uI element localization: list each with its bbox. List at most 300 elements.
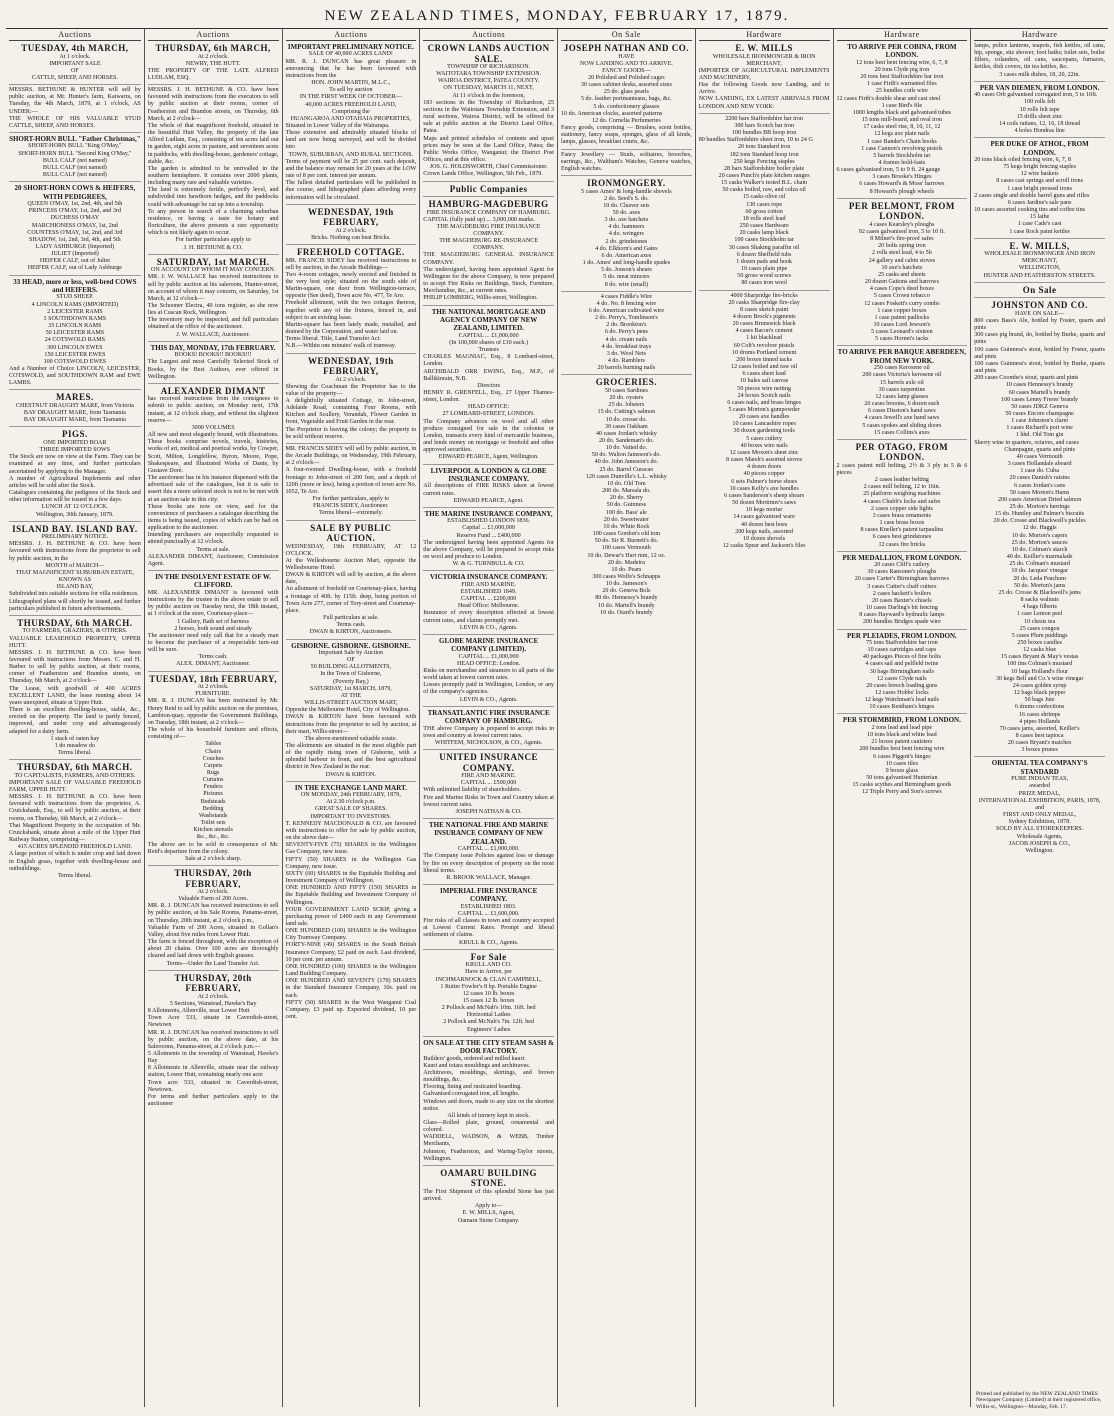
ad-line: The above-mentioned valuable estate. xyxy=(304,735,398,742)
ad-line: 50 bags Jute xyxy=(1024,697,1055,704)
ad-line: WADDELL, WADSON, & WEBB, Timber Merchants, xyxy=(423,1134,554,1148)
ad-line: At 2 o'clock. xyxy=(335,376,367,383)
column-header: Hardware xyxy=(974,29,1105,41)
ad-line: HAVE ON SALE— xyxy=(1014,310,1065,317)
ad-line: NOW LANDING AND TO ARRIVE. xyxy=(579,60,673,67)
ad-line: 40 pieces copper xyxy=(743,471,785,478)
ad-line: J. H. BETHUNE & CO. xyxy=(183,244,243,251)
ad-line: HUNTER AND FEATHERSTON STREETS. xyxy=(983,272,1096,279)
ad-line: 12 cases Firth's double shear and cast steel xyxy=(836,95,941,102)
ad-line: 20 Polished and Polished cages xyxy=(588,74,665,81)
advertisement xyxy=(837,201,968,347)
column-header: On Sale xyxy=(561,29,692,41)
ad-line: Engineers' Lathes xyxy=(467,1026,511,1033)
ad-line: 5 cases spokes and sliding doors xyxy=(862,422,942,429)
ad-line: OF xyxy=(70,67,79,74)
ad-line: 6 cases Sanderson's sheep shears xyxy=(724,492,805,499)
ad-line: 35 LINCOLN RAMS xyxy=(48,323,102,330)
ad-line: 20 cases Punch's plate kitchen ranges xyxy=(718,173,810,179)
ad-line: Valuable Farm of 200 Acres. xyxy=(178,896,249,903)
ad-line: 4 cases Jewell's axe hand saws xyxy=(864,415,940,422)
ad-line: 1 Rutter Fowler's 8 hp. Portable Engine xyxy=(440,983,537,990)
advertisement xyxy=(286,207,417,245)
advertisement xyxy=(148,257,279,342)
ad-line: Town Acre 533, situate in Caverdish-street, Newtown xyxy=(147,1015,279,1029)
ad-line: THE above Company is prepared to accept risks in town and country at lowest current rates. xyxy=(423,725,554,739)
ad-line: Flooring, lining and rusticated boarding. xyxy=(423,1084,522,1091)
ad-heading: TO ARRIVE PER BARQUE ABERDEEN, FROM NEW YORK. xyxy=(837,348,967,365)
ad-line: With unlimited liability of shareholders. xyxy=(423,787,521,794)
ad-line: FRANCIS SIDEY, Auctioneer. xyxy=(313,503,389,510)
ad-line: That Magnificent Property in the occupation of Mr. Cruickshank, situate about a mile of the Upper Hutt Railway Station, comprising— xyxy=(9,822,141,844)
advertisement xyxy=(561,294,692,376)
ad-line: 12 bags black pepper xyxy=(1013,690,1066,697)
ad-line: 15 cases 12 lb. boxes xyxy=(462,998,515,1004)
ad-line: At 2 o'clock. xyxy=(197,684,229,691)
advertisement xyxy=(837,43,968,199)
ad-line: 8 cases Hayward's hydraulic lamps xyxy=(859,612,945,619)
ad-line: E. W. MILLS, Agent, xyxy=(462,1210,515,1217)
advertisement xyxy=(148,43,279,85)
ad-line: Opposite the Melbourne Hotel, City of Wellington. xyxy=(285,707,410,714)
ad-line: 20 do. Leda Peachum xyxy=(1013,575,1067,582)
ad-line: 6 cases sheet lead xyxy=(742,371,786,378)
column-header: Auctions xyxy=(286,29,417,41)
advertisement xyxy=(561,152,692,176)
ad-line: 12 cases 10 lb. boxes xyxy=(462,990,515,997)
ad-line: Sydney Exhibition, 1878. xyxy=(1008,819,1071,826)
ad-line: 2 cases mill belting, 12 to 16in. xyxy=(863,484,941,491)
ad-line: Valuable Farm of 200 Acres, situated in Gollan's Valley, about five miles from Lower Hutt. xyxy=(147,924,279,938)
ad-line: 1 hhd. Old Tom gin xyxy=(1015,432,1064,439)
advertisement xyxy=(423,709,554,750)
ad-line: 1 case Cade's cast xyxy=(1017,221,1062,228)
advertisement xyxy=(423,573,554,635)
ad-line: 6 cases Jardine's sale pans xyxy=(1007,199,1072,206)
advertisement xyxy=(148,573,279,672)
ad-line: SHADOW, 1st, 2nd, 3rd, 4th, and 5th xyxy=(29,236,121,243)
ad-line: Two 4-room cottages, newly erected and finished in the very best style; situated on the south side of Martin-square, one door from Wellington-terrace, opposite (See deed), Town acre No. 477, Te Aro. xyxy=(285,271,417,300)
ad-line: Maps and printed schedules of contents and upset prices may be seen at the Land Office, Patea; the Public Works Office, Wanganui; the District Post Offices, and at this office. xyxy=(423,135,554,164)
ad-line: 25 do. lobsters xyxy=(608,402,645,409)
ad-line: 1 dozen pads and hook xyxy=(736,258,793,265)
ad-line: DWAN & KIRTON. xyxy=(325,771,376,778)
ad-heading: MARES. xyxy=(55,392,94,403)
ad-line: 100 cases Vermouth xyxy=(601,545,651,552)
ad-line: 250 cases Hardware xyxy=(739,223,789,230)
ad-line: Wellington, 30th January, 1879. xyxy=(36,511,114,518)
advertisement xyxy=(699,293,830,553)
column-2 xyxy=(144,29,282,1407)
ad-line: Risks on merchandise and steamers to all parts of the world taken at lowest current rates. xyxy=(423,667,554,682)
ad-line: TOWN, SUBURBAN, AND RURAL SECTIONS. xyxy=(288,151,414,158)
ad-heading: THE NATIONAL MORTGAGE AND AGENCY COMPANY OF NEW ZEALAND, LIMITED. xyxy=(431,307,546,333)
ad-line: 2 cases single and double barrel guns and rifles xyxy=(974,192,1090,199)
ad-line: 25 platform weighing machines xyxy=(863,491,941,498)
ad-line: ESTABLISHED 1803. xyxy=(460,903,517,910)
ad-line: The Largest and most Carefully Selected Stock of Books, by the Best Authors, ever offered in Wellington. xyxy=(147,359,279,380)
ad-line: 30 cases Oakham xyxy=(605,423,648,430)
ad-line: 200 do. Marsala do. xyxy=(602,488,651,495)
ad-line: GREAT SALE OF SHARES. xyxy=(314,806,387,813)
ad-heading: IMPORTANT PRELIMINARY NOTICE. xyxy=(287,43,414,51)
ad-heading: TUESDAY, 18th FEBRUARY, xyxy=(149,673,277,684)
ad-line: The undersigned having been appointed Agents for the above Company, will be prepared to accept risks on wool and produce to London. xyxy=(423,539,554,561)
ad-line: At 2 o'clock. xyxy=(197,993,229,1000)
ad-line: DUCHESS O'MAY xyxy=(50,215,100,222)
ad-heading: LIVERPOOL & LONDON & GLOBE INSURANCE COMPANY. xyxy=(430,466,547,483)
advertisement xyxy=(286,43,417,205)
ad-line: 80 do. Hennessy's brandy xyxy=(595,595,658,602)
ad-line: BULL CALF (not named) xyxy=(42,164,107,171)
ad-line: OF xyxy=(346,657,355,664)
ad-line: 50 cases Encore champagne xyxy=(1005,410,1074,417)
ad-line: HEAD OFFICE: xyxy=(468,404,510,411)
column-header: Hardware xyxy=(699,29,830,41)
ad-line: Subdivided into suitable sections for villa residences. xyxy=(9,591,139,598)
ad-line: MR. R. J. DUNCAN has received instructions to sell by public auction, at his Sale Rooms, Panama-street, on Thursday, 20th instant, at 2 o'clock p.m., xyxy=(147,903,279,924)
ad-line: Situated in Lower Valley of the Wairarapa. xyxy=(285,122,390,129)
ad-line: 200 boxes tinned tacks xyxy=(736,356,792,363)
ad-line: MESSRS. J. H. BETHUNE & CO. have been favoured with instructions from Messrs. C. and H. Barber to sell by public auction, at their rooms, corner of Featherston and Brandon streets, on Thursday, 6th March, at 2 o'clock— xyxy=(9,649,141,685)
ad-line: 20 do. Crosse and Blackwell's pickles xyxy=(993,518,1086,525)
advertisement xyxy=(423,887,554,950)
ad-line: PURE INDIAN TEAS, xyxy=(1011,776,1069,783)
ad-line: 21 boxes patent canisters xyxy=(871,739,933,746)
ad-line: 20 cases Baxter's chisels xyxy=(871,597,932,604)
ad-line: 20 cases Bryant's matches xyxy=(1007,740,1072,747)
ad-heading: PER MEDALLION, FROM LONDON. xyxy=(842,553,962,562)
ad-line: 25 do. Crosse & Blackwell's jams xyxy=(998,589,1081,596)
ad-line: 5 do. leather portmanteaus, bags, &c. xyxy=(580,96,672,103)
ad-line: FIFTY (50) SHARES in the West Wanganui Coal Company, £3 paid up. Expected dividend, 10 per cent. xyxy=(285,999,417,1020)
ad-line: 4 boles Hondras line xyxy=(1014,127,1065,134)
advertisement xyxy=(9,618,141,760)
ad-line: FURNITURE. xyxy=(195,691,231,698)
ad-line: HEIFER CALF, out of Lady Ashburge xyxy=(27,265,122,272)
ad-line: 75 kegs bright fencing staples xyxy=(1003,164,1077,171)
ad-line: 20 casks lamp black xyxy=(739,230,789,237)
ad-line: 5 cases Crown tobacco xyxy=(873,293,930,300)
ad-line: ON ACCOUNT OF WHOM IT MAY CONCERN. xyxy=(150,267,276,274)
ad-line: CAPITAL ... £1,000,000 xyxy=(458,653,519,660)
ad-line: 10 do. Cleaver sets xyxy=(603,202,650,209)
ad-heading: SATURDAY, 1st MARCH. xyxy=(156,256,270,267)
ad-line: Capital ... £1,000,000 xyxy=(462,525,515,532)
ad-line: 6 cases nails, and brass hinges xyxy=(727,399,802,406)
ad-line: 5 barrels Stockholm tar xyxy=(873,152,931,159)
ad-line: Bedsteads xyxy=(200,798,226,805)
ad-line: Curtains xyxy=(202,777,224,784)
advertisement xyxy=(9,43,141,85)
ad-line: KNOWN AS xyxy=(58,577,92,584)
ad-line: HON. JOHN MARTIN, M.L.C., xyxy=(311,80,391,87)
ad-line: 4 LINCOLN RAMS (IMPORTED) xyxy=(31,301,119,308)
ad-line: 4 cases Kearsley's ploughs xyxy=(869,221,935,228)
ad-heading: WEDNESDAY, 19th FEBRUARY, xyxy=(307,355,394,377)
ad-line: 25 casks and sheets xyxy=(878,271,926,278)
advertisement xyxy=(423,308,554,465)
ad-line: 3 cases Brooke's Hinges xyxy=(872,174,932,181)
ad-line: Couches xyxy=(202,755,224,762)
ad-line: T. KENNEDY MACDONALD & CO. are favoured with instructions to offer for sale by public auction, on the above date— xyxy=(285,820,417,842)
ad-line: SIXTY (60) SHARES in the Equitable Building and Investment Company of Wellington. xyxy=(285,870,417,885)
ad-line: 100 tins Colman's mustard xyxy=(1007,661,1073,668)
ad-line: &c., &c., &c. xyxy=(196,834,230,841)
ad-line: 12 cases Clyde nails xyxy=(877,675,927,682)
ad-line: TOWNSHIP OF RICHARDSON. xyxy=(447,64,531,70)
advertisement xyxy=(148,868,279,971)
ad-line: 10 cases Lancashire ropes xyxy=(732,421,796,428)
ad-line: IMPORTANT SALE xyxy=(49,60,101,67)
ad-line: SALE OF 40,000 ACRES LAND! xyxy=(308,51,393,58)
ad-line: NEWRY, THE HUTT. xyxy=(185,60,241,67)
ad-line: IN THE FIRST WEEK OF OCTOBER— xyxy=(299,94,402,101)
ad-line: Head Office: Melbourne. xyxy=(457,603,520,610)
ad-line: 4 do. cream nails xyxy=(605,336,648,343)
ad-line: In the Town of Gisborne, xyxy=(320,671,382,678)
ad-heading: VICTORIA INSURANCE COMPANY. xyxy=(429,573,548,582)
ad-line: 1 cases Richard's port wine xyxy=(1006,425,1073,432)
ad-line: The undersigned, having been appointed Agent for Wellington for the above Company, is now prepared to accept Fire Risks on Buildings, Stock, Furniture, Merchandise, &c., at current rates. xyxy=(423,266,554,295)
ad-line: 10 cases tiles xyxy=(885,760,918,767)
ad-heading: HAMBURG-MAGDEBURG xyxy=(428,199,549,209)
ad-line: A delightfully situated Cottage, in John-street, Adelaide Road, containing Four Rooms, with Kitchen and Scullery, Verandah, Flower Garden in front, Vegetable and Fruit Garden in the rear. xyxy=(285,398,417,426)
ad-line: WHOLESALE IRONMONGER & IRON MERCHANT, xyxy=(712,53,816,67)
ad-line: Sherry wine in quarters, octaves, and cases xyxy=(974,439,1079,446)
ad-line: Bedding xyxy=(202,805,224,812)
ad-line: 50 do. Morton's jams xyxy=(1013,582,1066,589)
ad-line: 20 do. Geneva Bols xyxy=(602,588,651,595)
ad-line: 8 cases Kneller's patent tarpaulins xyxy=(860,527,944,534)
ad-line: 10 do. White Rock xyxy=(603,523,650,530)
ad-line: 12 casks Spear and Jackson's files xyxy=(722,542,806,549)
ad-line: SOLD BY ALL STOREKEEPERS. xyxy=(996,826,1084,833)
advertisement xyxy=(837,442,968,552)
ad-line: TO FARMERS, GRAZIERS, & OTHERS. xyxy=(22,628,128,635)
ad-line: ONE HUNDRED AND SEVENTY (170) SHARES in the Standard Insurance Company, 10s. paid on each. xyxy=(285,978,417,999)
ad-line: 30 cases Ransome's ploughs xyxy=(867,569,937,576)
ad-line: 2 horses, both sound and steady xyxy=(174,625,252,632)
ad-line: 60 Colt's revolver pistols xyxy=(733,342,795,349)
ad-line: 2 Pollock and McNab's 7in. 12ft. bed xyxy=(443,1019,535,1026)
ad-heading: THURSDAY, 6th MARCH. xyxy=(17,762,133,773)
ad-line: ALEXANDER DIMANT, Auctioneer, Commission Agent. xyxy=(147,553,279,567)
ad-line: 200 cases Victoria's kerosene oil xyxy=(862,372,942,379)
ad-heading: 33 HEAD, more or less, well-bred COWS and HEIFERS. xyxy=(13,277,137,295)
ad-line: 10 cases Lord Jewson's xyxy=(873,321,931,328)
ad-line: 6 cases Howard's & Moss' harrows xyxy=(859,181,945,188)
ad-line: 2 do. Seed's S. do. xyxy=(604,195,649,202)
advertisement xyxy=(974,759,1105,857)
ad-line: 6 cases Disston's hand saws xyxy=(867,408,936,415)
ad-line: 10 do. Vatted do. xyxy=(605,445,648,452)
ad-line: 2 LEICESTER RAMS xyxy=(47,308,103,315)
ad-line: Terms liberal. Title, Land Transfer Act. xyxy=(285,336,381,343)
advertisement xyxy=(974,285,1105,299)
column-5 xyxy=(557,29,695,1407)
ad-line: 8 Allotments, Allenville, near Lower Hutt xyxy=(147,1008,250,1015)
ad-line: 4 pipes Hollands xyxy=(1019,718,1061,725)
ad-line: 25 do. glass pearls xyxy=(603,89,649,96)
ad-line: 250 kegs Fencing staples xyxy=(733,158,795,165)
ad-line: WEDNESDAY, 19th FEBRUARY, AT 12 O'CLOCK. xyxy=(285,543,417,557)
ad-line: 30 kegs Bell and Co.'s wine vinegar xyxy=(995,675,1084,682)
ad-line: 150 LEICESTER EWES xyxy=(44,351,106,358)
ad-heading: TRANSATLANTIC FIRE INSURANCE COMPANY OF HAMBURG. xyxy=(427,708,550,726)
ad-line: 20 do. oysters xyxy=(609,395,644,402)
ad-line: 10 rolls felt tape xyxy=(1019,106,1060,113)
ad-line: 30 cases cabinet desks, assorted sizes xyxy=(580,82,672,89)
ad-line: LUNCH AT 12 O'CLOCK. xyxy=(41,504,109,511)
ad-line: The fullest detailed particulars will be published in due course, and lithographed plans affording every information will be circulated. xyxy=(285,180,417,201)
ad-line: 40 boxes wire nails xyxy=(740,442,788,449)
ad-line: MESSRS. BETHUNE & HUNTER will sell by public auction, at Mr. Hunter's farm, Kaiwarra, on Tuesday, the 4th March, 1879, at 1 o'clock, AS UNDER:— xyxy=(9,87,141,115)
ad-line: HUANGAROA AND OTAHAIA PROPERTIES, xyxy=(290,115,412,122)
ad-line: THAT MAGNIFICENT SUBURBAN ESTATE, xyxy=(15,569,134,576)
ad-line: 5 do. confectionery glasses xyxy=(593,103,660,110)
ad-line: 50 do. Sir R. Burnett's do. xyxy=(594,538,659,545)
ad-line: R. BROOK WALLACE, Manager. xyxy=(446,874,532,881)
ad-line: 2 cases leather belting xyxy=(874,477,929,484)
ad-line: Reserve Fund ... £400,000 xyxy=(456,532,521,539)
ad-heading: ALEXANDER DIMANT xyxy=(160,385,266,396)
ad-line: 10 dozen shovels xyxy=(743,535,786,542)
ad-line: 50 casks boiled, raw, and colza oil xyxy=(722,187,806,194)
ad-line: Architraves, mouldings, skirtings, and brown mouldings, &c. xyxy=(423,1069,554,1084)
ad-line: J. W. WALLACE, Auctioneer. xyxy=(176,331,250,338)
ad-line: To any person in search of a charming suburban residence, or having a taste for botany and floriculture, the above presents a rare opportunity which is not likely again to occur. xyxy=(147,208,279,237)
ad-line: CATTLE, SHEEP, AND HORSES. xyxy=(31,74,118,81)
ad-line: 12 cases boiled and raw oil xyxy=(731,364,798,371)
imprint: Printed and published by the NEW ZEALAND TIMES Newspaper Company (Limited) at their registered office, Willis-st., Wellington—Monday, Feb. 17. xyxy=(976,1390,1102,1410)
advertisement xyxy=(9,184,141,275)
ad-line: BAY DRAUGHT MARE, from Tasmania xyxy=(23,410,126,417)
ad-line: 2200 bars Staffordshire bar iron xyxy=(725,115,803,122)
ad-line: IMPORTANT TO INVESTORS. xyxy=(310,813,392,820)
ad-line: 6 do. American cultivated wire xyxy=(588,308,665,314)
ad-line: 10 do. Pears xyxy=(611,566,642,573)
ad-line: 20 casks Sharpridge fire-clay xyxy=(728,299,800,306)
ad-line: 12 cases fire bricks xyxy=(878,541,926,548)
ad-line: 130 cases rope xyxy=(746,201,783,208)
ad-line: 24 gallery and cabin stoves xyxy=(868,257,936,264)
ad-line: The allotments are situated in the most eligible part of the rapidly rising town of Gisborne, with a splendid harbour in front, and the best agricultural district in New Zealand in the rear. xyxy=(285,742,417,771)
ad-heading: PER PLEIADES, FROM LONDON. xyxy=(846,631,957,640)
ad-line: SHORT-HORN BULL "Second King O'May," xyxy=(18,150,132,157)
ad-line: 10 do. American clocks, assorted patterns xyxy=(561,110,663,117)
ad-line: 100 cases Guinness's stout, bottled by Foster, quarts and pints xyxy=(974,346,1105,360)
ad-line: VALUABLE LEASEHOLD PROPERTY, UPPER HUTT. xyxy=(9,635,141,649)
advertisement xyxy=(423,199,554,306)
ad-line: Terms cash. xyxy=(198,654,228,661)
ad-line: 3000 VOLUMES xyxy=(191,424,235,431)
ad-line: 40 dozen best hoes xyxy=(741,521,788,528)
ad-line: 4 do. No. 8 fencing wire xyxy=(596,300,657,307)
ad-line: Terms of payment will be 25 per cent. each deposit, and the balance may remain for 20 years at the LOW rate of 8 per cent. interest per annum. xyxy=(285,158,417,180)
ad-line: 4 do. Ramblers xyxy=(607,358,645,365)
ad-line: 15 do. Cutting's salmon xyxy=(597,409,656,416)
ad-line: 3 boxes prunes xyxy=(1021,747,1058,754)
ad-line: 4 cases sail and pelfleld twine xyxy=(865,661,939,668)
ad-line: The Schooner Electra, 40 tons register, as she now lies at Cuscan Rock, Wellington. xyxy=(147,303,279,317)
ad-line: 4000 Sharpridge fire-bricks xyxy=(730,292,798,299)
ad-line: Directors xyxy=(477,382,500,389)
ad-line: The Proprietor is leaving the colony; the property to be sold without reserve. xyxy=(285,426,417,440)
ad-line: 20 cases brooms, 6 dozen each xyxy=(864,401,940,408)
advertisement xyxy=(423,1168,554,1227)
ad-line: WAIROA DISTRICT, PATEA COUNTY. xyxy=(437,78,540,85)
ad-line: A four-roomed Dwelling-house, with a freehold frontage to John-street of 200 feet, and a depth of 120ft (more or less), being a portion of town acre No. 1052, Te Aro. xyxy=(285,467,417,495)
ad-heading: PIGS. xyxy=(61,429,88,440)
ad-line: At 1 o'clock. xyxy=(59,53,91,60)
ad-line: Fancy goods, comprising — Brushes, scent bottles, stationery, fancy soaps, sponges, glass of all kinds, lamps, glasses, breakfast cruets, &c. xyxy=(561,125,692,146)
ad-line: 10 bags Holland's flour xyxy=(1011,668,1069,675)
ad-line: 100 cases Gordon's old tom xyxy=(592,531,661,538)
ad-line: 10 axe's hatchets xyxy=(881,264,923,271)
ad-line: 4 do. wringers xyxy=(608,231,644,238)
ad-heading: IN THE INSOLVENT ESTATE OF W. CLIFFORD. xyxy=(155,573,271,590)
ad-line: 5 cases Ames' & long-handle shovels xyxy=(581,188,672,195)
ad-line: The garden is admitted to be unrivalled in the southern hemisphere. It contains over 2000 plants, including many rare and valuable varieties. xyxy=(147,165,279,187)
ad-line: 5 cases Leonard's sixteen xyxy=(871,329,933,336)
ad-line: 20 tons Clyde pig iron xyxy=(874,66,930,73)
ad-line: 8 cases Marsh's assorted stoves xyxy=(726,457,803,464)
ad-line: has received instructions from the consignees to submit to public auction, on Monday next, 17th instant, at 12 o'clock sharp, and without the slightest reserve— xyxy=(147,396,279,424)
ad-line: Comprising the xyxy=(332,108,370,115)
ad-line: 50 pieces wire netting xyxy=(737,385,791,392)
ad-line: CHESTNUT DRAUGHT MARE, from Victoria xyxy=(15,402,134,409)
ad-line: All kinds of turnery kept in stock. xyxy=(447,1112,530,1119)
ad-line: 3 do. Wool Nets xyxy=(606,350,647,357)
ad-line: 50 cases Morton's Hams xyxy=(1009,489,1070,496)
masthead: NEW ZEALAND TIMES, MONDAY, FEBRUARY 17, 1879. xyxy=(324,8,790,24)
ad-line: 40 packages Pieces of fine bolts xyxy=(862,654,941,661)
ad-line: 1 do meadow do xyxy=(54,742,96,749)
ad-line: WAITOTARA TOWNSHIP EXTENSION. xyxy=(436,71,542,78)
ad-line: 4 cases Chubb's locks and safes xyxy=(863,498,941,505)
ad-line: 10 cases Darling's bit fencing xyxy=(865,605,938,612)
ad-line: THE WHOLE OF HIS VALUABLE STUD CATTLE, SHEEP, AND HORSES. xyxy=(9,115,141,129)
ad-line: BAY DRAUGHT MARE, from Tasmania xyxy=(23,417,126,424)
ad-line: 10 bales sail canvas xyxy=(740,378,789,385)
ad-line: The whole of that magnificent freehold, situated in the beautiful Hutt Valley, the property of the late Alfred Ludlam, Esq., consisting of ten acres laid out in garden, eight acres in pasture, and seventeen acres in paddocks, with dwelling-house, gardeners' cottage, stable, &c. xyxy=(147,122,279,165)
ad-line: 1 case Bander's Chain hooks xyxy=(866,138,937,145)
ad-line: 4 cases Cope's deed boxes xyxy=(869,286,934,293)
ad-line: awarded xyxy=(1029,783,1050,790)
ad-line: EDWARD PEARCE, Agent. xyxy=(453,497,524,504)
ad-line: 415 ACRES SPLENDID FREEHOLD LAND. xyxy=(17,844,132,851)
ad-line: The Company advances on wool and all other produce consigned for sale in the colonies or London, transacts every kind of mercantile business, and lends money on mortgage or freehold and other approved securities. xyxy=(423,418,554,454)
ad-line: 60 gross cotton xyxy=(745,208,783,215)
ad-line: 1 Gallery, Bath set of harness xyxy=(177,618,249,625)
ad-line: 100 cases Guinness's stout, bottled by Burke, quarts and pints xyxy=(974,360,1105,375)
ad-heading: E. W. MILLS, xyxy=(1009,240,1070,251)
advertisement xyxy=(423,43,554,182)
ad-heading: JOSEPH NATHAN AND CO. xyxy=(563,43,690,53)
ad-line: 2 do. Brookton's xyxy=(606,322,647,329)
ad-line: Kitchen utensils xyxy=(193,827,233,834)
advertisement xyxy=(423,752,554,819)
ad-line: 4 do. hammers xyxy=(608,224,645,231)
ad-line: Terms cash. xyxy=(336,622,366,629)
ad-heading: On Sale xyxy=(1022,284,1057,295)
ad-line: 1 case copper boxes xyxy=(877,307,927,314)
advertisement xyxy=(9,524,141,616)
ad-line: FIRST AND ONLY MEDAL, xyxy=(1003,812,1077,819)
ad-line: 10 kegs mortar xyxy=(745,507,783,514)
ad-line: KRULL & CO., Agents. xyxy=(458,939,519,946)
